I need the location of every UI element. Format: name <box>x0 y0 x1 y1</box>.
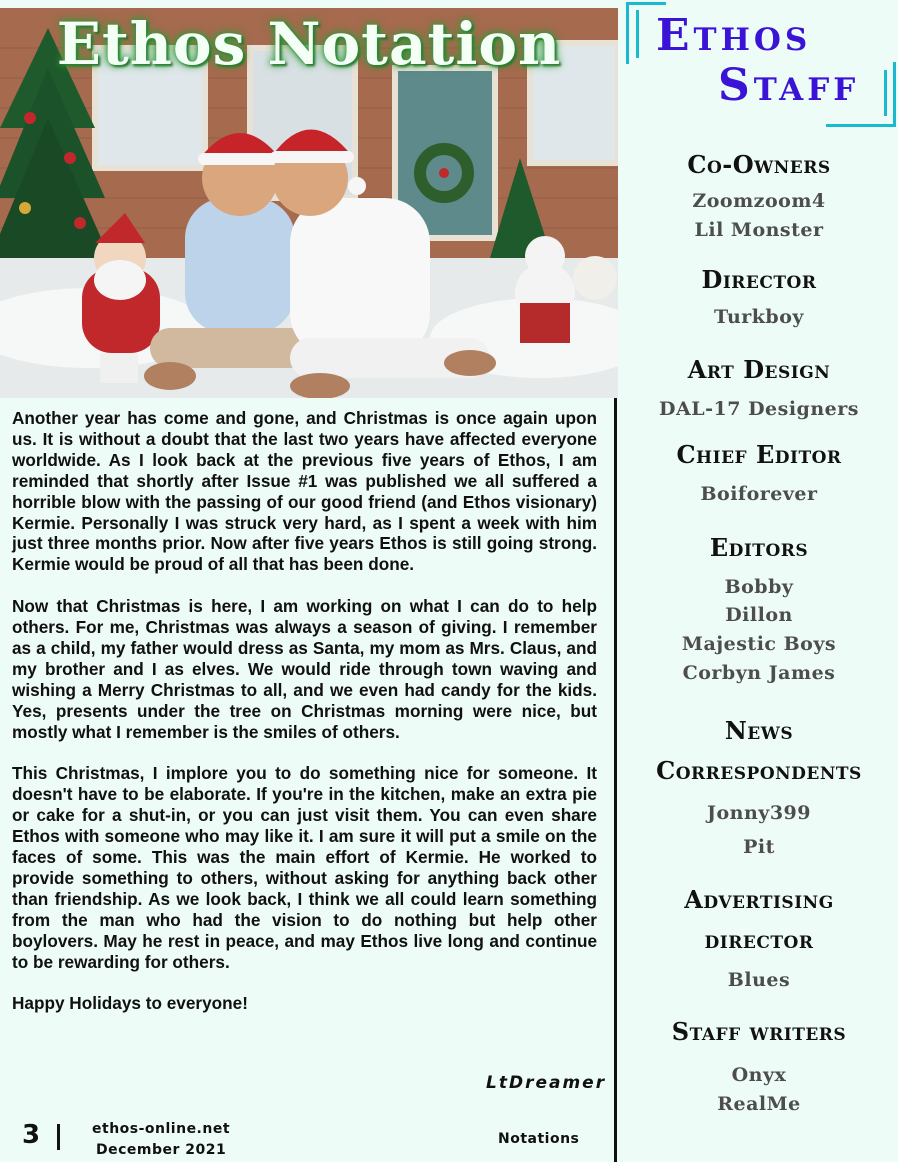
staff-sidebar <box>620 0 898 1162</box>
footer-website: ethos-online.net <box>92 1121 231 1137</box>
heading-editors: Editors <box>709 533 809 562</box>
staff-name: Pit <box>743 836 775 858</box>
staff-name: Turkboy <box>714 306 804 328</box>
footer-issue-date: December 2021 <box>96 1142 227 1158</box>
staff-name: Corbyn James <box>682 662 836 684</box>
cover-photo <box>0 8 618 398</box>
heading-advertising: Advertising <box>684 885 834 914</box>
heading-chief-editor: Chief Editor <box>676 440 842 469</box>
magazine-title: Ethos Notation <box>56 10 562 78</box>
staff-title-line1: Ethos <box>656 10 812 61</box>
staff-name: Zoomzoom4 <box>692 190 826 212</box>
heading-co-owners: Co-Owners <box>687 150 831 179</box>
heading-director: Director <box>701 265 817 294</box>
page-number: 3 <box>22 1120 41 1150</box>
staff-name: Blues <box>727 969 791 991</box>
heading-staff-writers: Staff writers <box>671 1017 847 1046</box>
article-paragraph: Another year has come and gone, and Christmas is once again upon us. It is without a doubt that the last two years have affected everyone worldwide. As I look back at the previous five years of Ethos, I am reminded that shortly after Issue #1 was published we all suffered a horrible blow with the passing of our good friend (and Ethos visionary) Kermie. Personally I was struck very hard, as I spent a week with him just three months prior. Now after five years Ethos is still going strong. Kermie would be proud of all that has been done. <box>12 408 597 575</box>
heading-art-design: Art Design <box>687 355 831 384</box>
staff-name: Jonny399 <box>707 802 811 824</box>
page-number-divider <box>57 1124 60 1150</box>
staff-name: Dillon <box>725 604 793 626</box>
heading-advertising-director: director <box>704 925 814 954</box>
article-paragraph: This Christmas, I implore you to do something nice for someone. It doesn't have to be elaborate. If you're in the kitchen, make an extra pie or cake for a shut-in, or you can just visit them. You can even share Ethos with someone who may like it. I am sure it will put a smile on the faces of some. This was the main effort of Kermie. He worked to provide something to others, without asking for anything back other than friendship. As we look back, I think we all could learn something from the man who had the vision to do nothing but help other boylovers. May he rest in peace, and may Ethos live long and continue to be rewarding for others. <box>12 763 597 972</box>
staff-title-line2: Staff <box>718 60 860 111</box>
heading-news: News <box>724 716 794 745</box>
heading-correspondents: Correspondents <box>656 756 862 785</box>
staff-name: DAL-17 Designers <box>659 398 859 420</box>
staff-name: Bobby <box>724 576 794 598</box>
footer-section-name: Notations <box>498 1131 580 1147</box>
staff-name: RealMe <box>717 1093 801 1115</box>
staff-name: Boiforever <box>700 483 818 505</box>
staff-name: Majestic Boys <box>681 633 837 655</box>
staff-name: Lil Monster <box>694 219 824 241</box>
article-closing: Happy Holidays to everyone! <box>12 993 248 1014</box>
author-signature: LtDreamer <box>486 1073 607 1093</box>
column-divider <box>614 398 617 1162</box>
staff-name: Onyx <box>731 1064 787 1086</box>
article-paragraph: Now that Christmas is here, I am working on what I can do to help others. For me, Christmas was always a season of giving. I remember as a child, my father would dress as Santa, my mom as Mrs. Claus, and my brother and I as elves. We would ride through town waving and wishing a Merry Christmas to all, and we even had candy for the kids. Yes, presents under the tree on Christmas morning were nice, but mostly what I remember is the smiles of others. <box>12 596 597 742</box>
article-body <box>12 408 597 1014</box>
